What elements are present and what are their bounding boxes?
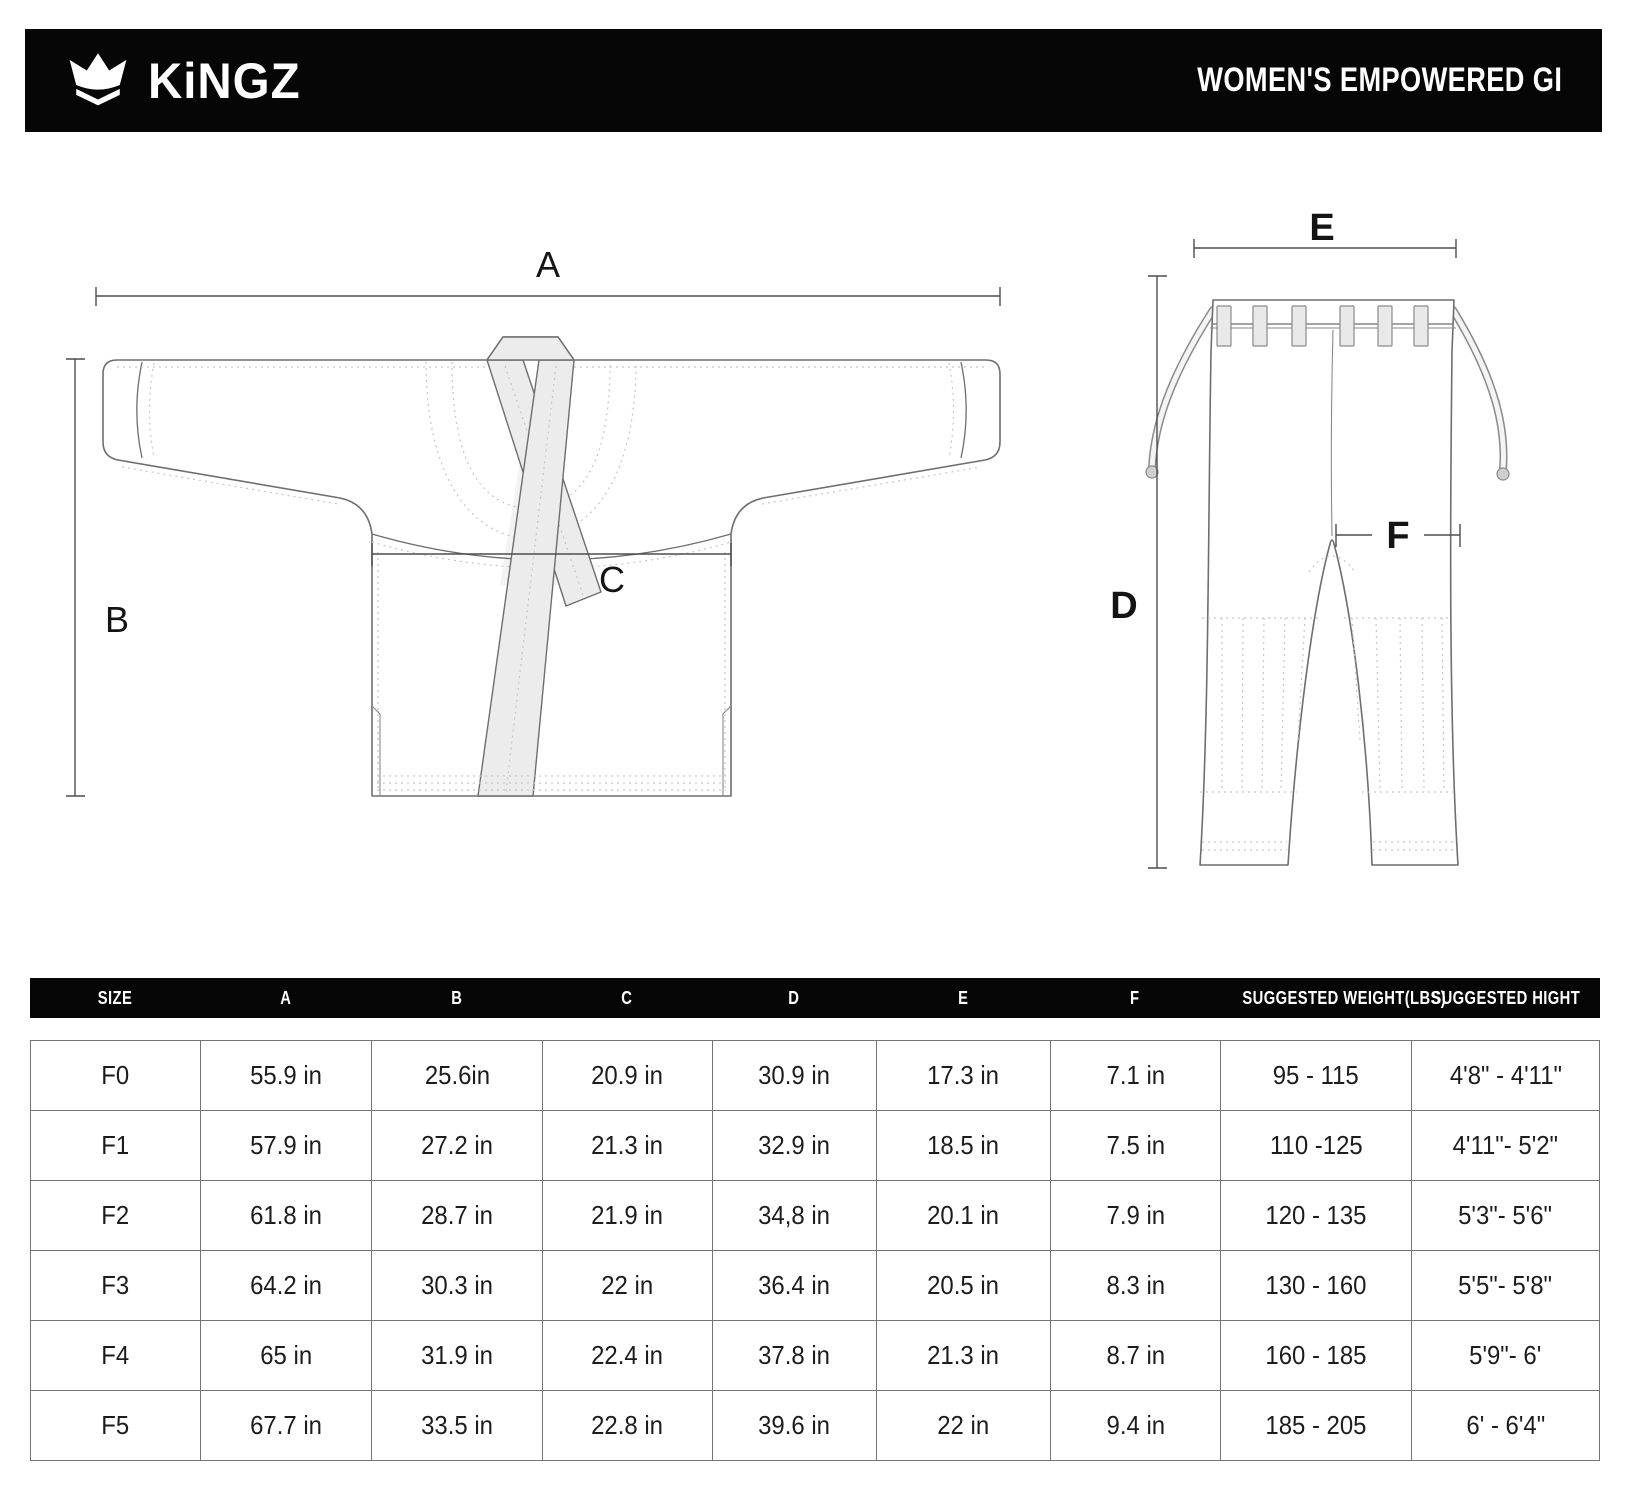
pants-drawing (1146, 300, 1509, 865)
dim-label-e: E (1309, 207, 1335, 249)
cell-value: 4'8" - 4'11" (1449, 1060, 1562, 1090)
cell-value: 37.8 in (758, 1340, 831, 1370)
cell-value: 18.5 in (927, 1130, 1000, 1160)
size-cell (31, 1041, 201, 1111)
size-cell (31, 1181, 201, 1251)
size-diagram (0, 140, 1630, 940)
cell-value: 17.3 in (927, 1060, 1000, 1090)
cell-value: 36.4 in (758, 1270, 831, 1300)
cell-value: 4'11"- 5'2" (1452, 1130, 1559, 1160)
cell-value: 57.9 in (250, 1130, 322, 1160)
column-header-label: SIZE (97, 987, 133, 1008)
measure-cell (1412, 1321, 1600, 1391)
column-header-label: A (279, 987, 292, 1008)
measure-cell (1412, 1181, 1600, 1251)
dim-label-a: A (535, 244, 561, 285)
column-header (712, 988, 876, 1009)
table-row (31, 1181, 1600, 1251)
measure-cell (713, 1251, 877, 1321)
measure-cell (1221, 1111, 1412, 1181)
cell-value: 31.9 in (421, 1340, 493, 1370)
dim-label-d: D (1110, 585, 1138, 627)
column-header (876, 988, 1050, 1009)
dim-label-c: C (599, 559, 625, 600)
measure-cell (1051, 1251, 1221, 1321)
cell-value: 5'3"- 5'6" (1458, 1200, 1553, 1230)
measure-cell (1221, 1041, 1412, 1111)
cell-value: 20.1 in (927, 1200, 1000, 1230)
measure-cell (372, 1111, 543, 1181)
column-header (542, 988, 712, 1009)
measure-cell (1412, 1251, 1600, 1321)
cell-value: 185 - 205 (1265, 1410, 1367, 1440)
cell-value: 6' - 6'4" (1466, 1410, 1545, 1440)
column-header (371, 988, 542, 1009)
measure-cell (201, 1041, 372, 1111)
cell-value: 22 in (937, 1410, 990, 1440)
cell-value: 27.2 in (421, 1130, 493, 1160)
cell-value: 95 - 115 (1272, 1060, 1359, 1090)
measure-cell (713, 1181, 877, 1251)
cell-value: 5'5"- 5'8" (1458, 1270, 1553, 1300)
cell-value: 20.9 in (591, 1060, 664, 1090)
measure-cell (372, 1041, 543, 1111)
measure-cell (1051, 1321, 1221, 1391)
cell-value: 7.5 in (1106, 1130, 1165, 1160)
measure-cell (877, 1321, 1051, 1391)
cell-value: F4 (101, 1340, 130, 1370)
cell-value: F5 (101, 1410, 130, 1440)
dim-label-f: F (1386, 515, 1410, 557)
measure-cell (877, 1041, 1051, 1111)
cell-value: 67.7 in (250, 1410, 322, 1440)
measure-cell (1051, 1181, 1221, 1251)
cell-value: 5'9"- 6' (1469, 1340, 1542, 1370)
measure-cell (201, 1251, 372, 1321)
measure-cell (877, 1251, 1051, 1321)
cell-value: 21.3 in (927, 1340, 1000, 1370)
cell-value: F1 (101, 1130, 130, 1160)
measure-cell (1412, 1111, 1600, 1181)
measure-cell (1051, 1391, 1221, 1461)
measure-cell (201, 1321, 372, 1391)
measure-cell (543, 1181, 713, 1251)
size-cell (31, 1111, 201, 1181)
measure-cell (372, 1321, 543, 1391)
size-table (30, 1040, 1600, 1461)
column-header-label: SUGGESTED WEIGHT(LBS) (1242, 987, 1447, 1008)
cell-value: 22.8 in (591, 1410, 664, 1440)
cell-value: 160 - 185 (1265, 1340, 1367, 1370)
cell-value: F2 (101, 1200, 130, 1230)
measure-cell (1051, 1111, 1221, 1181)
cell-value: 39.6 in (758, 1410, 831, 1440)
cell-value: 20.5 in (927, 1270, 1000, 1300)
column-header (1050, 988, 1220, 1009)
cell-value: 21.3 in (591, 1130, 664, 1160)
dim-label-b: B (104, 599, 130, 640)
table-row (31, 1321, 1600, 1391)
cell-value: F3 (101, 1270, 130, 1300)
size-cell (31, 1391, 201, 1461)
measure-cell (1221, 1391, 1412, 1461)
cell-value: 30.3 in (421, 1270, 493, 1300)
measure-cell (543, 1041, 713, 1111)
table-row (31, 1251, 1600, 1321)
table-row (31, 1111, 1600, 1181)
column-header-label: B (450, 987, 463, 1008)
column-header (1411, 988, 1600, 1009)
column-header-label: SUGGESTED HIGHT (1431, 987, 1580, 1008)
cell-value: 28.7 in (421, 1200, 493, 1230)
cell-value: 55.9 in (250, 1060, 322, 1090)
column-header-label: D (788, 987, 800, 1008)
cell-value: 21.9 in (591, 1200, 664, 1230)
cell-value: 64.2 in (250, 1270, 322, 1300)
jacket-drawing (103, 337, 1000, 796)
brand-logo (65, 50, 305, 112)
measure-cell (543, 1251, 713, 1321)
measure-cell (1221, 1251, 1412, 1321)
column-header (30, 988, 200, 1009)
cell-value: 110 -125 (1269, 1130, 1363, 1160)
measure-cell (1412, 1041, 1600, 1111)
measure-cell (543, 1321, 713, 1391)
cell-value: 32.9 in (758, 1130, 831, 1160)
column-header-label: F (1130, 987, 1140, 1008)
cell-value: 130 - 160 (1265, 1270, 1367, 1300)
measure-cell (877, 1181, 1051, 1251)
measure-cell (201, 1111, 372, 1181)
cell-value: 8.3 in (1106, 1270, 1165, 1300)
size-cell (31, 1251, 201, 1321)
cell-value: 120 - 135 (1265, 1200, 1367, 1230)
crown-icon (65, 50, 131, 112)
measure-cell (1221, 1181, 1412, 1251)
cell-value: 9.4 in (1106, 1410, 1165, 1440)
cell-value: 22 in (601, 1270, 654, 1300)
column-header-label: C (621, 987, 633, 1008)
brand-name: KiNGZ (148, 52, 301, 109)
cell-value: 25.6in (424, 1060, 490, 1090)
header-bar (25, 29, 1602, 132)
measure-cell (543, 1391, 713, 1461)
measure-cell (1051, 1041, 1221, 1111)
cell-value: 34,8 in (758, 1200, 831, 1230)
measure-cell (877, 1111, 1051, 1181)
table-header (30, 978, 1600, 1018)
measure-cell (713, 1391, 877, 1461)
cell-value: 7.1 in (1106, 1060, 1165, 1090)
cell-value: F0 (101, 1060, 130, 1090)
measure-cell (543, 1111, 713, 1181)
size-cell (31, 1321, 201, 1391)
measure-cell (372, 1391, 543, 1461)
measure-cell (372, 1181, 543, 1251)
measure-cell (1412, 1391, 1600, 1461)
column-header-label: E (957, 987, 969, 1008)
cell-value: 7.9 in (1106, 1200, 1165, 1230)
column-header (200, 988, 371, 1009)
column-header (1220, 987, 1447, 1009)
measure-cell (201, 1181, 372, 1251)
table-row (31, 1391, 1600, 1461)
cell-value: 8.7 in (1106, 1340, 1165, 1370)
measure-cell (713, 1041, 877, 1111)
measure-cell (713, 1321, 877, 1391)
cell-value: 33.5 in (421, 1410, 493, 1440)
table-row (31, 1041, 1600, 1111)
cell-value: 22.4 in (591, 1340, 664, 1370)
measure-cell (372, 1251, 543, 1321)
measure-cell (201, 1391, 372, 1461)
cell-value: 30.9 in (758, 1060, 831, 1090)
cell-value: 61.8 in (250, 1200, 322, 1230)
measure-cell (713, 1111, 877, 1181)
cell-value: 65 in (260, 1340, 312, 1370)
measure-cell (1221, 1321, 1412, 1391)
measure-cell (877, 1391, 1051, 1461)
page-title: WOMEN'S EMPOWERED GI (1196, 61, 1562, 99)
